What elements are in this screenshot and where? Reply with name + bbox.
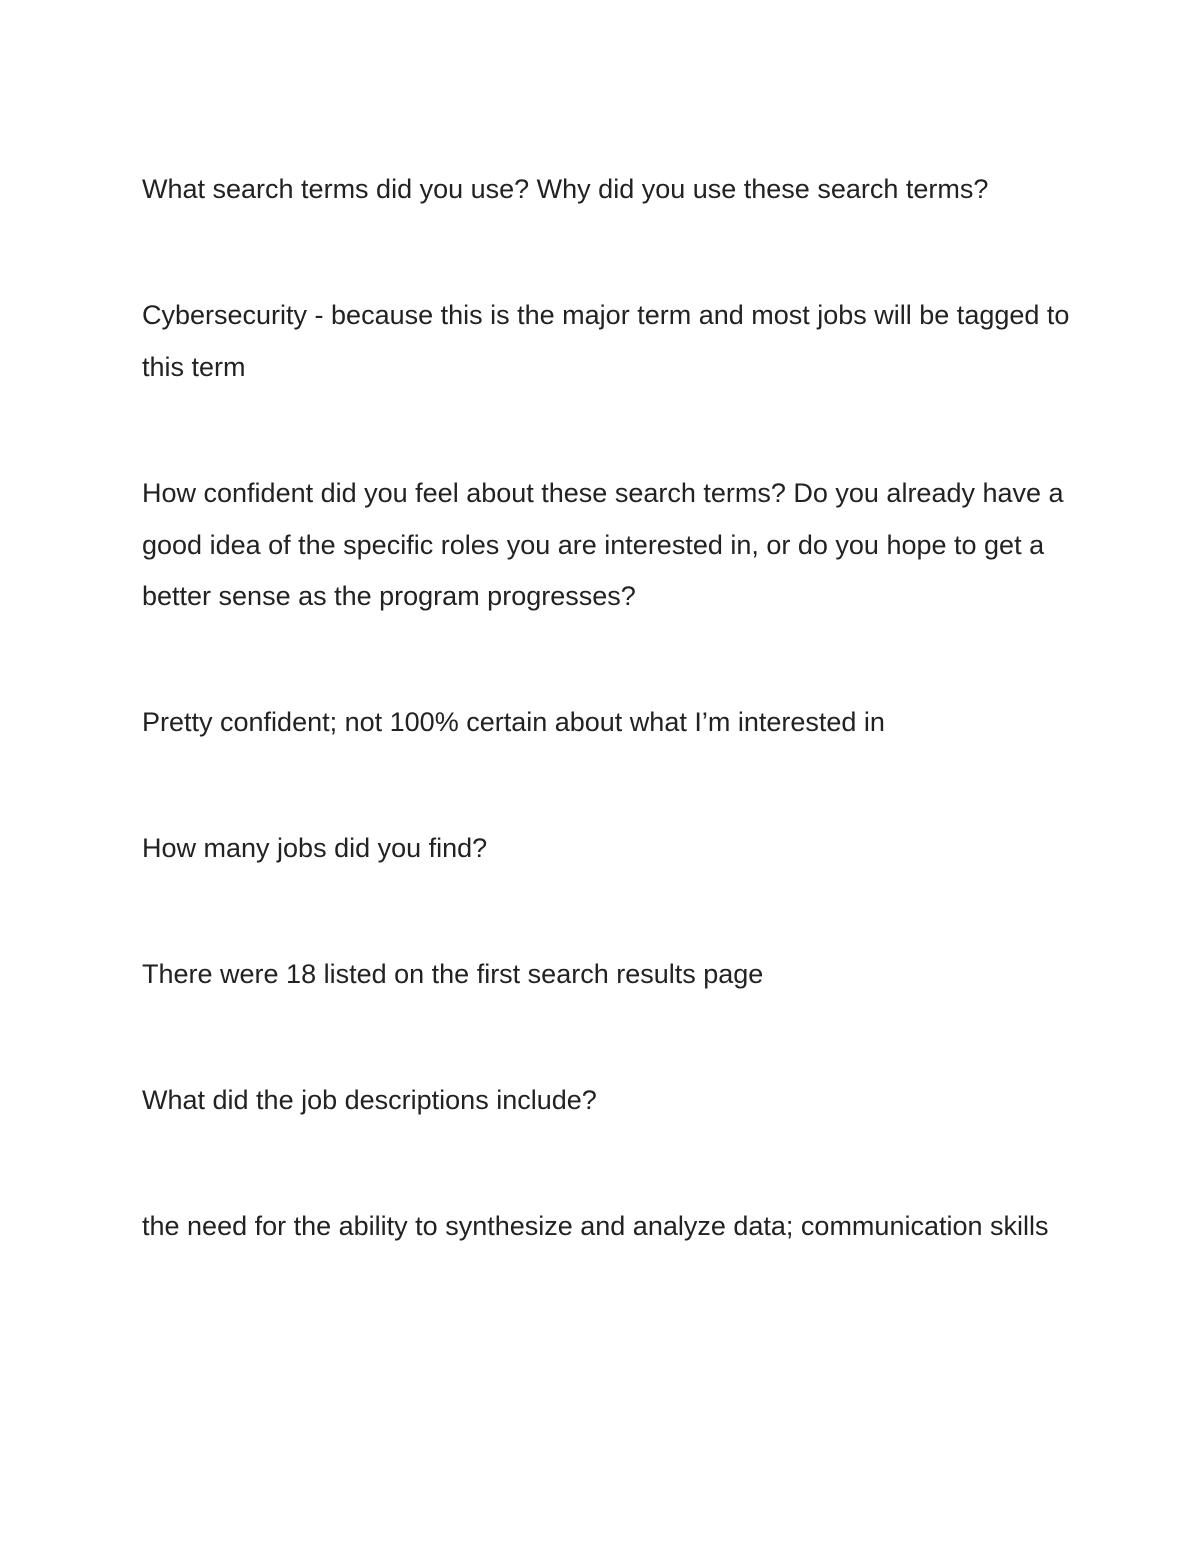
question-job-descriptions: What did the job descriptions include? — [142, 1085, 597, 1115]
question-confidence: How confident did you feel about these search terms? Do you already have a good idea of the specific roles you are interested in, or do you hope to get a better sense as the program progresses? — [142, 478, 1064, 611]
answer-jobs-count: There were 18 listed on the first search results page — [142, 959, 764, 989]
answer-search-terms: Cybersecurity - because this is the major term and most jobs will be tagged to this term — [142, 300, 1070, 382]
question-search-terms: What search terms did you use? Why did you use these search terms? — [142, 174, 989, 204]
answer-confidence: Pretty confident; not 100% certain about what I’m interested in — [142, 707, 885, 737]
question-jobs-count: How many jobs did you find? — [142, 833, 488, 863]
answer-job-descriptions: the need for the ability to synthesize and analyze data; communication skills — [142, 1211, 1049, 1241]
